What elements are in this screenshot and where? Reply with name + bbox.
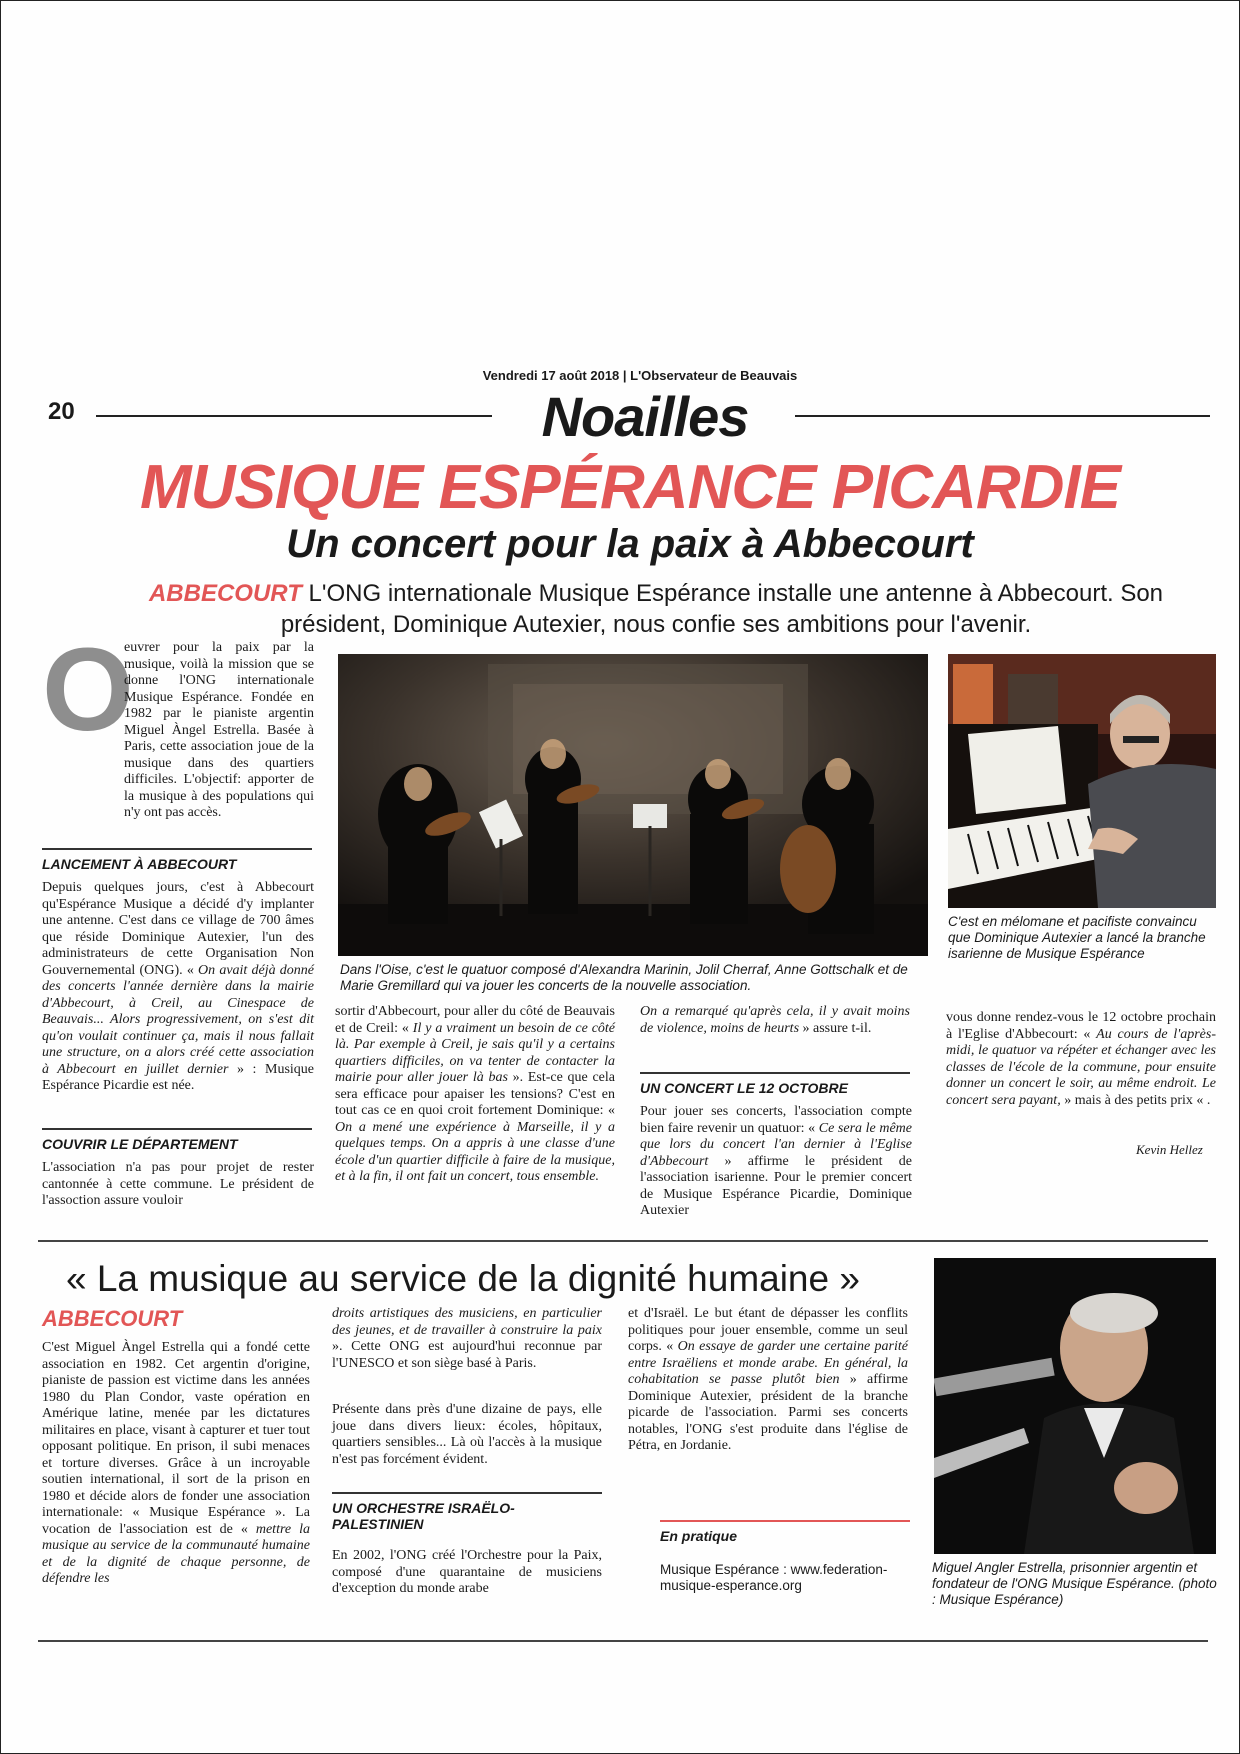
caption-quartet: Dans l'Oise, c'est le quatuor composé d'Alexandra Marinin, Jolil Cherraf, Anne Gottschalk et de Marie Gremillard qui va jouer les concerts de la nouvelle association. bbox=[340, 962, 908, 993]
quote-segment: On a mené une expérience à Marseille, il y a quelques temps. On a appris à une classe d'une école d'un quartier difficile à faire de la musique, et à la fin, il ont fait un concert, tous ensemble. bbox=[335, 1119, 615, 1184]
quote-segment: Il y a vraiment un besoin de ce côté là. Par exemple à Creil, je sais qu'il y a certains quartiers difficiles, on va tenter de contacter la mairie pour aller jouer là bas bbox=[335, 1020, 616, 1085]
paragraph-concert bbox=[640, 1104, 912, 1220]
text-segment: » assure t-il. bbox=[799, 1020, 872, 1036]
header-rule-right bbox=[795, 415, 1210, 417]
paragraph-creil bbox=[335, 1004, 615, 1186]
text-segment: Pour jouer ses concerts, l'association compte bien faire revenir un quatuor: « bbox=[640, 1104, 912, 1136]
pratique-title: En pratique bbox=[660, 1520, 910, 1544]
caption-piano: C'est en mélomane et pacifiste convaincu que Dominique Autexier a lancé la branche isarienne de Musique Espérance bbox=[948, 914, 1206, 961]
dateline: Vendredi 17 août 2018 | L'Observateur de Beauvais bbox=[482, 368, 798, 383]
quote-segment: droits artistiques des musiciens, en particulier des jeunes, et de travailler à construire la paix bbox=[332, 1306, 602, 1338]
pratique-link[interactable]: Musique Espérance : www.federation-musique-esperance.org bbox=[660, 1562, 888, 1593]
page-number: 20 bbox=[48, 398, 75, 425]
quote-segment: Ce sera le même que lors du concert l'an dernier à l'Eglise d'Abbecourt bbox=[640, 1120, 912, 1169]
text-segment: » affirme le président de l'association isarienne. Pour le premier concert de Musique Espérance Picardie, Dominique Autexier bbox=[640, 1153, 912, 1218]
text-segment: ». Cette ONG est aujourd'hui reconnue par l'UNESCO et son siège basé à Paris. bbox=[332, 1339, 602, 1371]
caption-estrella: Miguel Angler Estrella, prisonnier argentin et fondateur de l'ONG Musique Espérance. (photo : Musique Espérance) bbox=[932, 1560, 1217, 1607]
article2-headline: « La musique au service de la dignité humaine » bbox=[66, 1258, 860, 1299]
section-title: Noailles bbox=[541, 385, 749, 448]
text-segment: vous donne rendez-vous le 12 octobre prochain à l'Eglise d'Abbecourt: « bbox=[946, 1010, 1216, 1042]
estrella-photo bbox=[934, 1258, 1216, 1554]
article2-paragraph-founder bbox=[42, 1340, 310, 1588]
article-divider bbox=[38, 1240, 1208, 1242]
quartet-photo bbox=[338, 654, 928, 956]
paragraph-lancement bbox=[42, 880, 314, 1095]
quote-segment: Au cours de l'après-midi, le quatuor va répéter et échanger avec les classes de l'école de la commune, pour ensuite donner un concert le soir, au même endroit. Le concert sera payant, bbox=[946, 1026, 1216, 1108]
drop-cap: O bbox=[42, 624, 134, 756]
article2-paragraph-presence: Présente dans près d'une dizaine de pays, elle joue dans divers lieux: écoles, hôpitaux, quartiers sensibles... Là où l'accès à la musique n'est pas forcément évident. bbox=[332, 1402, 602, 1467]
article2-paragraph-orchestre: En 2002, l'ONG créé l'Orchestre pour la Paix, composé d'une quarantaine de musiciens d'exception du monde arabe bbox=[332, 1548, 602, 1596]
quote-segment: On essaye de garder une certaine parité entre Israëliens et monde arabe. En général, la cohabitation se passe plutôt bien bbox=[628, 1339, 908, 1387]
quartet-photo-graphic bbox=[338, 654, 928, 956]
article-headline: MUSIQUE ESPÉRANCE PICARDIE bbox=[140, 453, 1120, 522]
intertitle-concert: UN CONCERT LE 12 OCTOBRE bbox=[640, 1072, 910, 1096]
header-rule-left bbox=[96, 415, 492, 417]
article-subheadline: Un concert pour la paix à Abbecourt bbox=[286, 522, 974, 566]
piano-photo-graphic bbox=[948, 654, 1216, 908]
chapo-kicker: ABBECOURT bbox=[148, 580, 302, 607]
article2-kicker: ABBECOURT bbox=[42, 1306, 183, 1331]
text-segment: et d'Israël. Le but étant de dépasser les conflits politiques pour jouer ensemble, comme un seul corps. « bbox=[628, 1306, 908, 1354]
article-chapo bbox=[96, 578, 1216, 640]
bottom-rule bbox=[38, 1640, 1208, 1642]
text-segment: » affirme Dominique Autexier, président de la branche picarde de l'association. Parmi ses concerts notables, l'ONG s'est produite dans l'église de Pétra, en Jordanie. bbox=[628, 1372, 908, 1453]
paragraph-violence bbox=[640, 1004, 910, 1037]
quote-segment: On a remarqué qu'après cela, il y avait moins de violence, moins de heurts bbox=[640, 1004, 910, 1036]
article2-intertitle-orchestre: UN ORCHESTRE ISRAËLO-PALESTINIEN bbox=[332, 1492, 602, 1532]
piano-photo bbox=[948, 654, 1216, 908]
quote-segment: mettre la musique au service de la communauté humaine et de la dignité de chaque personne, de défendre les bbox=[42, 1521, 311, 1586]
text-segment: Depuis quelques jours, c'est à Abbecourt qu'Espérance Musique a décidé d'y implanter une antenne. C'est dans ce village de 700 âmes que réside Dominique Autexier, l'un des administrateurs de cette Organisation Non Gouvernemental (ONG). « bbox=[42, 880, 314, 978]
estrella-photo-graphic bbox=[934, 1258, 1216, 1554]
article2-paragraph-unesco bbox=[332, 1306, 602, 1372]
author-signature: Kevin Hellez bbox=[1136, 1142, 1203, 1157]
quote-segment: On avait déjà donné des concerts l'année dernière dans la mairie d'Abbecourt, à Creil, au Cinespace de Beauvais... Alors progressivement, on s'est dit qu'on voulait continuer ça, mais il nous fallait une structure, on a alors créé cette association à Abbecourt en juillet dernier bbox=[42, 962, 314, 1077]
text-segment: sortir d'Abbecourt, pour aller du côté de Beauvais et de Creil: « bbox=[335, 1004, 615, 1036]
intro-paragraph: euvrer pour la paix par la musique, voilà la mission que se donne l'ONG internationale Musique Espérance. Fondée en 1982 par le pianiste argentin Miguel Àngel Estrella. Basée à Paris, cette association joue de la musique dans des quartiers difficiles. L'objectif: apporter de la musique à des populations qui n'y ont pas accès. bbox=[124, 640, 314, 820]
intertitle-lancement: LANCEMENT À ABBECOURT bbox=[42, 848, 312, 872]
text-segment: » mais à des petits prix « . bbox=[1060, 1092, 1211, 1108]
text-segment: » : Musique Espérance Picardie est née. bbox=[42, 1061, 315, 1093]
paragraph-departement: L'association n'a pas pour projet de rester cantonnée à cette commune. Le président de l'assoction assure vouloir bbox=[42, 1160, 314, 1208]
chapo-text: L'ONG internationale Musique Espérance installe une antenne à Abbecourt. Son président, Dominique Autexier, nous confie ses ambitions pour l'avenir. bbox=[280, 580, 1164, 638]
intertitle-departement: COUVRIR LE DÉPARTEMENT bbox=[42, 1128, 312, 1152]
text-segment: C'est Miguel Àngel Estrella qui a fondé cette association en 1982. Cet argentin d'origine, pianiste de passion est victime dans les années 1980 du Plan Condor, vaste opération en Amérique latine, menée par les dictatures militaires en place, visant à capturer et tuer tout opposant politique. En prison, il subi menaces et torture diverses. Grâce à un incroyable soutien international, il sort de la prison en 1980 et décide alors de fonder une association internationale: « Musique Espérance ». La vocation de l'association est de « bbox=[42, 1340, 310, 1537]
article2-paragraph-israel bbox=[628, 1306, 908, 1455]
paragraph-rendezvous bbox=[946, 1010, 1216, 1109]
text-segment: ». Est-ce que cela sera efficace pour apaiser les tensions? C'est en tout cas ce en quoi croit fortement Dominique: « bbox=[335, 1070, 615, 1118]
